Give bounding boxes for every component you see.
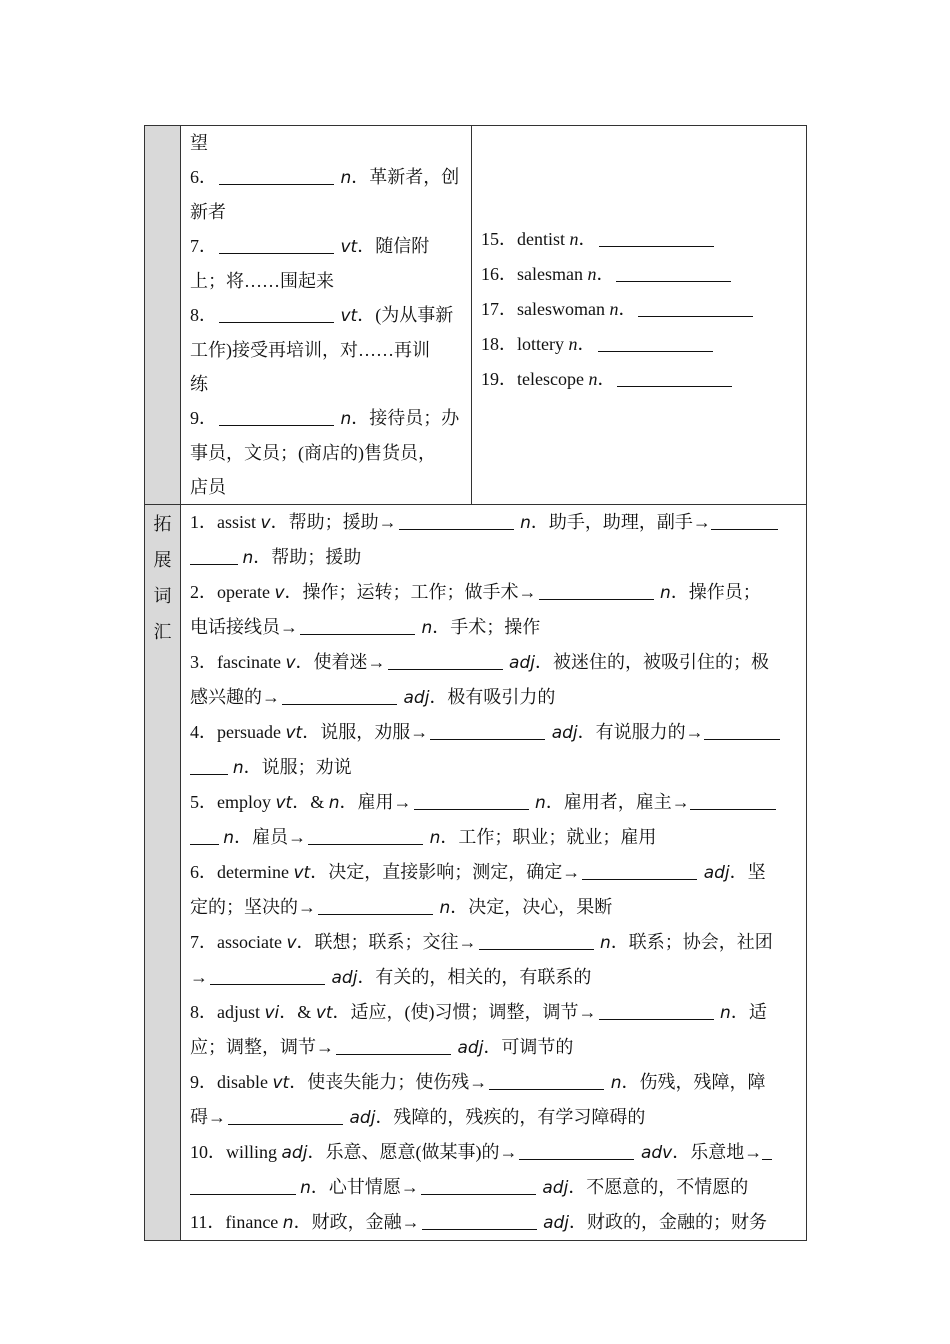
vocabulary-table — [144, 125, 807, 1241]
text-line: 电话接线员→ n．手术；操作 — [190, 617, 541, 638]
text-line: 应；调整，调节→ adj．可调节的 — [190, 1037, 574, 1058]
text-line: → adj．有关的，相关的，有联系的 — [190, 967, 592, 988]
side-label-char: 汇 — [153, 622, 172, 642]
text-line: 1．assist v．帮助；援助→ n．助手，助理，副手→ — [190, 505, 800, 540]
side-label-cell-empty — [145, 126, 181, 505]
list-item: 15．dentist n． — [481, 222, 800, 257]
text-line: 8．adjust vi．& vt．适应，(使)习惯；调整，调节→ n．适 — [190, 1002, 767, 1023]
text-line: 6．determine vt．决定，直接影响；测定，确定→ adj．坚 — [190, 862, 766, 883]
text-line: 工作)接受再培训，对……再训 — [190, 340, 430, 360]
side-label-char: 词 — [153, 586, 172, 606]
text-line: 练 — [190, 374, 208, 394]
text-line: n．雇员→ n．工作；职业；就业；雇用 — [190, 820, 800, 855]
text-line: 望 — [190, 133, 208, 153]
text-line: 5．employ vt．& n．雇用→ n．雇用者，雇主→ — [190, 785, 800, 820]
table-row — [145, 126, 807, 505]
extended-vocab-list — [181, 505, 806, 1240]
text-line: 新者 — [190, 202, 226, 222]
text-line: 7．associate v．联想；联系；交往→ n．联系；协会，社团 — [190, 932, 773, 953]
extended-vocab-cell — [181, 505, 807, 1241]
text-line: 店员 — [190, 477, 226, 497]
text-line: 定的；坚决的→ n．决定，决心，果断 — [190, 897, 613, 918]
text-line: 事员，文员；(商店的)售货员， — [190, 443, 436, 463]
right-vocab-cell — [472, 126, 807, 505]
text-line: 4．persuade vt．说服，劝服→ adj．有说服力的→ — [190, 715, 800, 750]
text-line: 9． n．接待员；办 — [190, 408, 460, 429]
text-line: 8． vt．(为从事新 — [190, 305, 454, 326]
list-item: 17．saleswoman n． — [481, 292, 800, 327]
text-line: n．帮助；援助 — [190, 540, 800, 575]
right-vocab-list — [472, 126, 806, 397]
table-row — [145, 505, 807, 1241]
text-line: 碍→ adj．残障的，残疾的，有学习障碍的 — [190, 1107, 646, 1128]
text-line: 感兴趣的→ adj．极有吸引力的 — [190, 687, 556, 708]
text-line: 3．fascinate v．使着迷→ adj．被迷住的，被吸引住的；极 — [190, 652, 769, 673]
text-line: 10．willing adj．乐意、愿意(做某事)的→ adv．乐意地→ — [190, 1135, 800, 1170]
text-line: 11．finance n．财政，金融→ adj．财政的，金融的；财务 — [190, 1212, 768, 1233]
side-label-char: 拓 — [153, 514, 172, 534]
side-label-char: 展 — [153, 550, 172, 570]
text-line: 2．operate v．操作；运转；工作；做手术→ n．操作员； — [190, 582, 761, 603]
text-line: n．说服；劝说 — [190, 750, 800, 785]
text-line: 6． n．革新者，创 — [190, 167, 460, 188]
list-item: 16．salesman n． — [481, 257, 800, 292]
left-vocab-cell — [181, 126, 472, 505]
text-line: n．心甘情愿→ adj．不愿意的，不情愿的 — [190, 1170, 800, 1205]
text-line: 7． vt．随信附 — [190, 236, 430, 257]
list-item: 19．telescope n． — [481, 362, 800, 397]
text-line: 上；将……围起来 — [190, 271, 334, 291]
left-vocab-list — [181, 126, 471, 504]
list-item: 18．lottery n． — [481, 327, 800, 362]
text-line: 9．disable vt．使丧失能力；使伤残→ n．伤残，残障，障 — [190, 1072, 766, 1093]
side-label-cell — [145, 505, 181, 1241]
